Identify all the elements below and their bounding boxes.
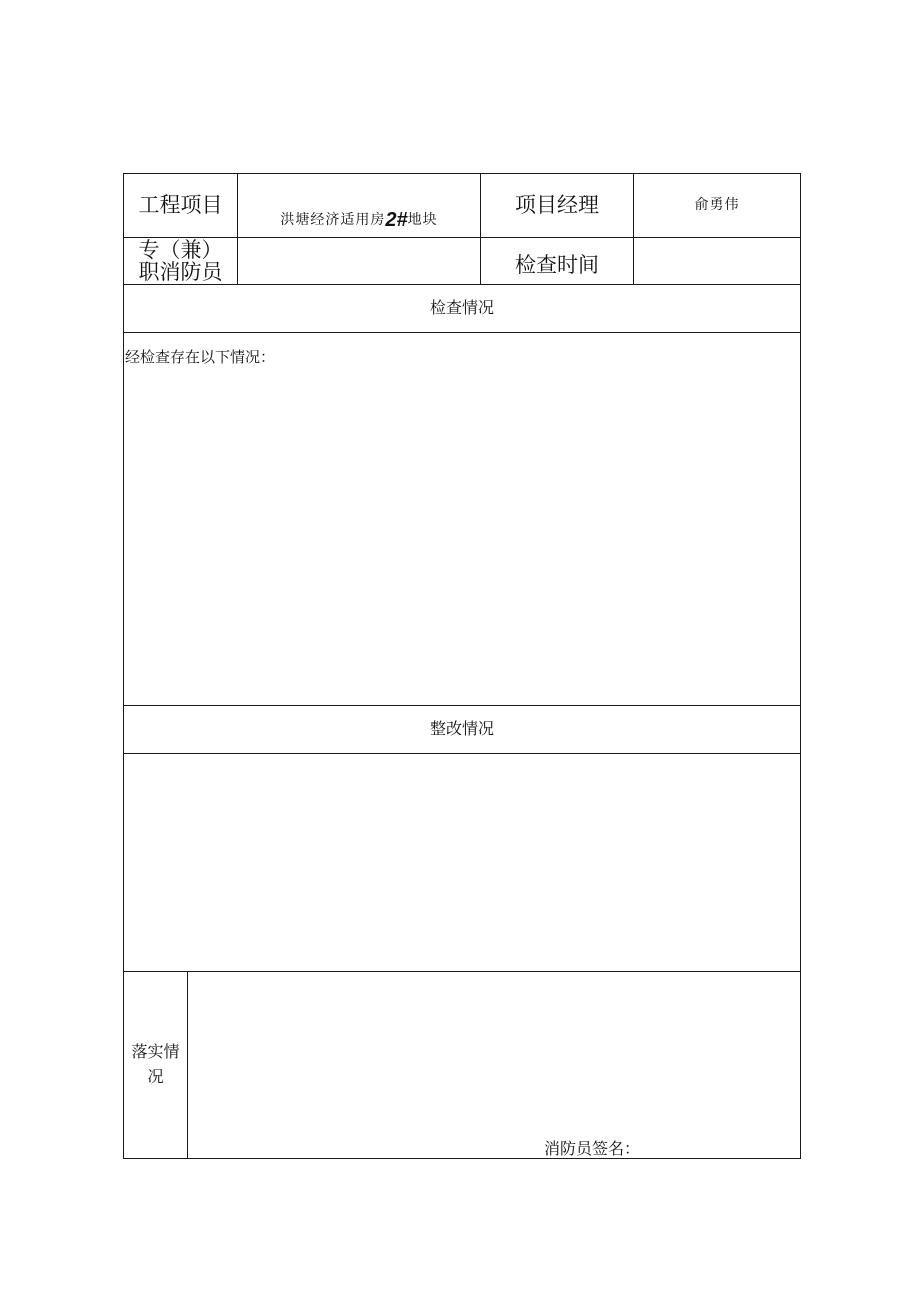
implementation-label bbox=[124, 972, 187, 1158]
project-name-number: 2# bbox=[385, 208, 408, 231]
project-label bbox=[124, 174, 237, 237]
manager-label-text: 项目经理 bbox=[515, 193, 599, 218]
signature-label: 消防员签名： bbox=[544, 1139, 641, 1158]
implementation-label-line1: 落实情 bbox=[131, 1042, 180, 1062]
inspection-intro: 经检查存在以下情况： bbox=[125, 348, 276, 366]
fire-inspection-form bbox=[123, 173, 801, 1159]
firefighter-field[interactable] bbox=[238, 238, 480, 284]
check-time-field[interactable] bbox=[634, 238, 800, 284]
rule-right bbox=[800, 173, 801, 1159]
inspection-header bbox=[124, 285, 800, 332]
rule-bottom bbox=[123, 1158, 801, 1159]
manager-label bbox=[481, 174, 633, 237]
project-name-suffix: 地块 bbox=[407, 211, 438, 228]
implementation-body[interactable] bbox=[188, 972, 800, 1158]
rectification-header-text: 整改情况 bbox=[429, 719, 494, 739]
inspection-body[interactable] bbox=[124, 333, 800, 705]
firefighter-label-line1: 专（兼） bbox=[138, 237, 223, 262]
project-name-prefix: 洪塘经济适用房 bbox=[280, 211, 386, 228]
manager-name-text: 俞勇伟 bbox=[694, 197, 740, 214]
manager-name bbox=[634, 174, 800, 237]
check-time-label bbox=[481, 246, 633, 284]
rectification-body[interactable] bbox=[124, 754, 800, 971]
implementation-label-line2: 况 bbox=[147, 1067, 164, 1086]
rectification-header bbox=[124, 706, 800, 753]
firefighter-label bbox=[124, 238, 237, 284]
project-label-text: 工程项目 bbox=[138, 193, 223, 218]
inspection-header-text: 检查情况 bbox=[429, 298, 494, 318]
firefighter-label-line2: 职消防员 bbox=[138, 260, 223, 284]
check-time-label-text: 检查时间 bbox=[515, 252, 599, 277]
project-name bbox=[238, 203, 480, 237]
